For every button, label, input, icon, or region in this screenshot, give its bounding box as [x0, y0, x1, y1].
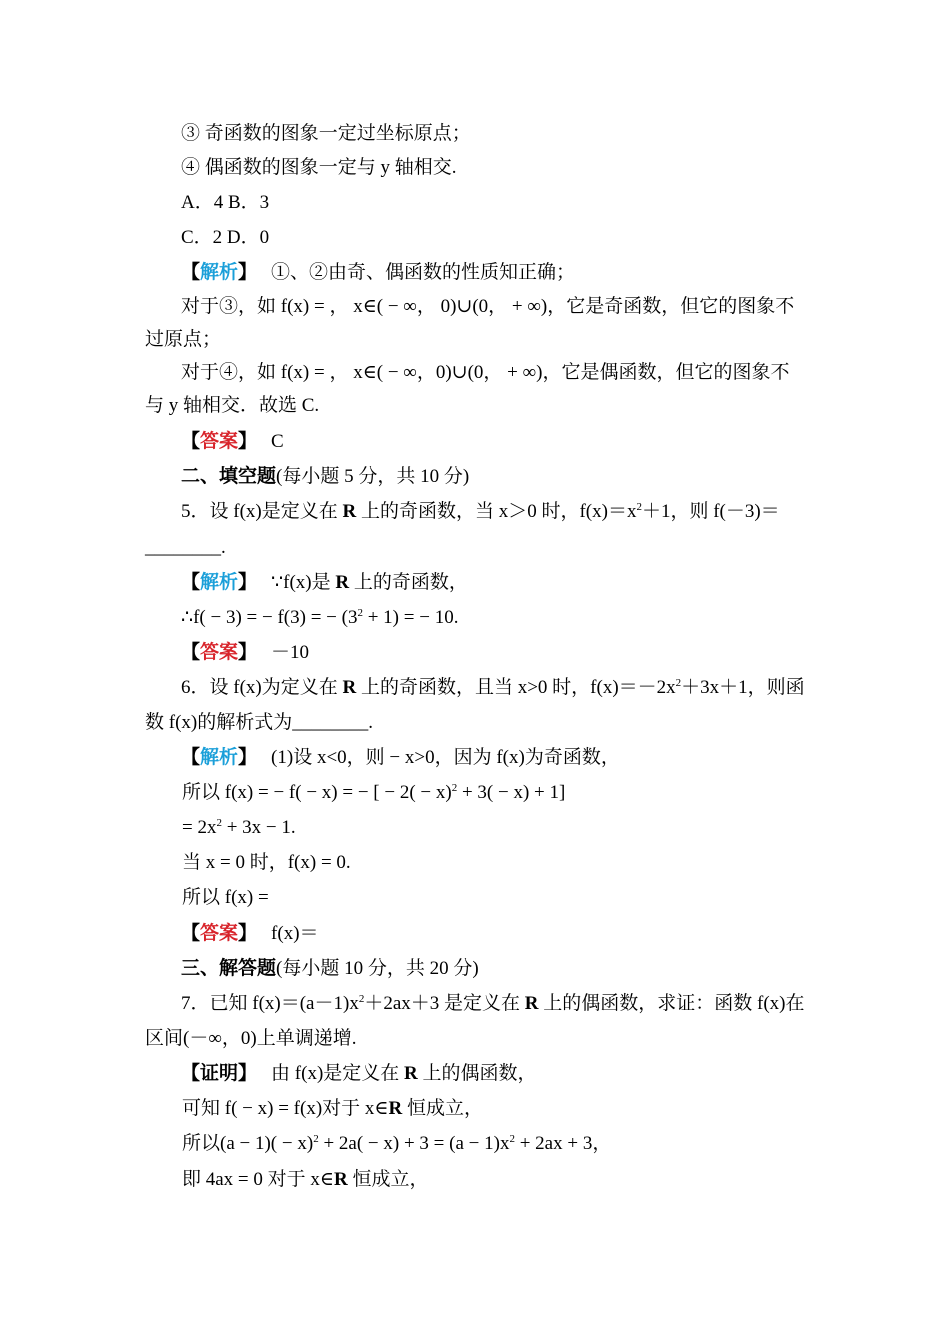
- answer-tag: 【答案】: [181, 923, 258, 944]
- q4-analysis-line-1: 【解析】 ①、②由奇、偶函数的性质知正确；: [181, 262, 576, 283]
- q4-analysis-line-3: 过原点；: [145, 329, 222, 350]
- q6-analysis-line-1: 【解析】 (1)设 x<0，则 − x>0，因为 f(x)为奇函数，: [181, 747, 620, 768]
- q7-proof-line-1: 【证明】 由 f(x)是定义在 R 上的偶函数，: [181, 1063, 537, 1084]
- proof-tag: 【证明】: [181, 1063, 258, 1084]
- options-cd: C．2 D．0: [181, 227, 270, 248]
- q5-analysis-line-1: 【解析】 ∵f(x)是 R 上的奇函数，: [181, 572, 468, 593]
- q5-analysis-line-2: ∴f( − 3) = − f(3) = − $(3^2 + 1)$ = − 10.: [181, 607, 459, 628]
- answer-tag: 【答案】: [181, 431, 258, 452]
- q6-analysis-line-3: = $2x^2 + 3x - 1$.: [182, 817, 296, 838]
- q5-blank: ________.: [145, 537, 226, 558]
- analysis-tag: 【解析】: [181, 747, 258, 768]
- section-2-heading: 二、填空题(每小题 5 分，共 10 分): [181, 466, 470, 487]
- statement-4: ④ 偶函数的图象一定与 y 轴相交.: [181, 157, 457, 178]
- q4-analysis-line-5: 与 y 轴相交．故选 C.: [145, 395, 320, 416]
- q5-stem: 5．设 f(x)是定义在 R 上的奇函数，当 x＞0 时，$f(x)=x^2+1$，则 f(－3)＝: [181, 501, 780, 522]
- q7-proof-line-2: 可知 f( − x) = f(x)对于 x∈R 恒成立，: [182, 1098, 483, 1119]
- q6-stem-line-2: 数 f(x)的解析式为________.: [145, 712, 373, 733]
- analysis-tag: 【解析】: [181, 572, 258, 593]
- q6-stem: 6．设 f(x)为定义在 R 上的奇函数，且当 x>0 时，$f(x)=-2x^2+3x+1$，则函: [181, 677, 805, 698]
- q6-analysis-line-4: 当 x = 0 时，f(x) = 0.: [182, 852, 351, 873]
- q7-proof-line-3: 所以$(a - 1)( - x)^2 + 2a( - x) + 3 = (a - 1)x^2 + 2ax + 3$，: [182, 1133, 612, 1154]
- answer-tag: 【答案】: [181, 642, 258, 663]
- q6-analysis-line-5: 所以 f(x) =: [182, 887, 269, 908]
- options-ab: A．4 B．3: [181, 192, 270, 213]
- analysis-tag: 【解析】: [181, 262, 258, 283]
- q7-stem: 7．已知 $f(x)=(a-1)x^2+2ax+3$ 是定义在 R 上的偶函数，求证：函数 f(x)在: [181, 993, 805, 1014]
- q6-answer: 【答案】 f(x)＝: [181, 923, 319, 944]
- q4-analysis-line-4: 对于④，如 f(x) = ， x∈( − ∞，0)∪(0， + ∞)，它是偶函数，但它的图象不: [181, 362, 790, 383]
- q4-analysis-line-2: 对于③，如 f(x) = ， x∈( − ∞， 0)∪(0， + ∞)，它是奇函数，但它的图象不: [181, 296, 795, 317]
- section-3-heading: 三、解答题(每小题 10 分，共 20 分): [181, 958, 479, 979]
- q6-analysis-line-2: 所以 f(x) = − f( − x) = − [ − $2( - x)^2 + 3( - x) + 1$]: [182, 782, 566, 803]
- statement-3: ③ 奇函数的图象一定过坐标原点；: [181, 123, 471, 144]
- q4-answer: 【答案】 C: [181, 431, 284, 452]
- q7-proof-line-4: 即 4ax = 0 对于 x∈R 恒成立，: [182, 1169, 429, 1190]
- q5-answer: 【答案】 －10: [181, 642, 310, 663]
- q7-stem-line-2: 区间(－∞，0)上单调递增.: [145, 1028, 357, 1049]
